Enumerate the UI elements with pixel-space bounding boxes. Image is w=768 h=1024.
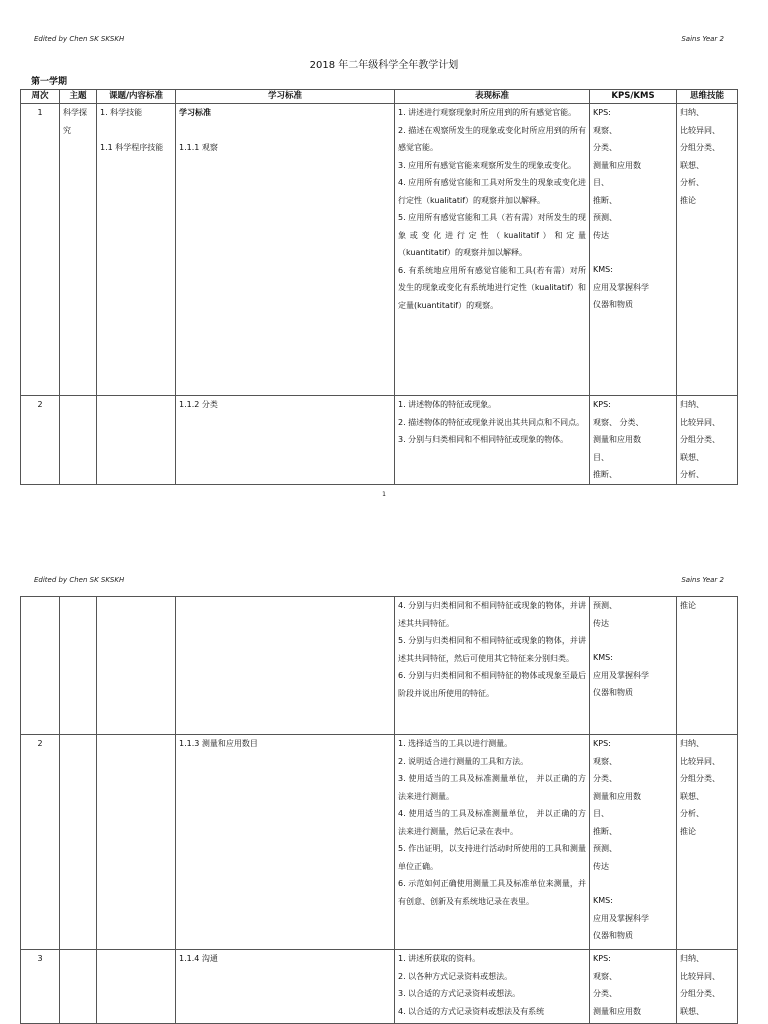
topic-cell: [97, 104, 176, 396]
list-item: 推断、: [593, 195, 617, 205]
list-item: 5. 分别与归类相同和不相同特征或现象的物体，并讲述其共同特征，然后可使用其它特征来分别归类。: [398, 636, 586, 663]
learning-standard-cell: [176, 597, 395, 735]
page-number: 1: [382, 491, 386, 498]
table-row: [21, 104, 738, 396]
list-item: 归纳、: [680, 954, 704, 963]
header-left: Edited by Chen SK SKSKH: [34, 35, 125, 43]
topic-cell: [97, 735, 176, 950]
list-item: 比较异同、: [680, 756, 720, 766]
list-item: 比较异同、: [680, 971, 720, 981]
kps-cell: [590, 104, 677, 396]
plan-table-1: [20, 89, 738, 485]
list-item: 2. 以各种方式记录资料或想法。: [398, 971, 513, 981]
list-item: 分析、: [680, 470, 704, 479]
kps-cell: [590, 597, 677, 735]
list-item: 推断、: [593, 826, 617, 836]
list-item: 应用及掌握科学: [593, 282, 649, 292]
header-left: Edited by Chen SK SKSKH: [34, 576, 125, 584]
learning-standard-item: 1.1.1 观察: [179, 142, 218, 152]
list-item: 2. 说明适合进行测量的工具和方法。: [398, 756, 529, 766]
list-item: 测量和应用数: [593, 160, 641, 170]
list-item: 传达: [593, 230, 609, 240]
semester-label: 第一学期: [31, 77, 68, 87]
list-item: 2. 描述物体的特征或现象并说出其共同点和不同点。: [398, 417, 585, 427]
list-item: 分组分类、: [680, 989, 720, 998]
col-thinking-skills: 思维技能: [677, 90, 738, 104]
list-item: 仪器和物质: [593, 688, 633, 697]
list-item: 目、: [593, 178, 609, 187]
list-item: 分类、: [593, 774, 617, 783]
list-item: 分析、: [680, 178, 704, 187]
list-item: 6. 分别与归类相同和不相同特征的物体或现象至最后阶段并说出所使用的特征。: [398, 671, 586, 698]
list-item: 仪器和物质: [593, 300, 633, 309]
list-item: 推论: [680, 195, 696, 205]
week-cell: 1: [21, 104, 60, 396]
thinking-cell: [677, 950, 738, 1024]
thinking-cell: [677, 104, 738, 396]
topic-line: 1. 科学技能: [100, 108, 143, 117]
table-row: [21, 950, 738, 1024]
list-item: 推断、: [593, 470, 617, 479]
list-item: 4. 使用适当的工具及标准测量单位， 并以正确的方法来进行测量，然后记录在表中。: [398, 809, 586, 836]
col-theme: 主题: [60, 90, 97, 104]
theme-cell: [60, 735, 97, 950]
performance-cell: [395, 597, 590, 735]
performance-cell: [395, 104, 590, 396]
col-week: 周次: [21, 90, 60, 104]
list-item: 分组分类、: [680, 435, 720, 444]
table-row: [21, 597, 738, 735]
list-item: 测量和应用数: [593, 435, 641, 444]
list-item: 分析、: [680, 809, 704, 818]
list-item: 应用及掌握科学: [593, 913, 649, 923]
learning-standard-cell: 1.1.3 测量和应用数目: [176, 735, 395, 950]
list-item: 观察、: [593, 971, 617, 981]
list-item: 5. 作出证明，以支持进行活动时所使用的工具和测量单位正确。: [398, 844, 586, 871]
list-item: 观察、 分类、: [593, 417, 644, 427]
list-item: 联想、: [680, 1006, 704, 1016]
list-item: 归纳、: [680, 400, 704, 409]
list-item: 6. 示范如何正确使用测量工具及标准单位来测量，并有创意、创新及有系统地记录在表里。: [398, 879, 586, 906]
list-item: KMS:: [593, 265, 613, 274]
list-item: 分类、: [593, 143, 617, 152]
topic-cell: [97, 396, 176, 485]
list-item: 分组分类、: [680, 143, 720, 152]
list-item: KPS:: [593, 739, 611, 748]
thinking-cell: [677, 735, 738, 950]
list-item: 3. 使用适当的工具及标准测量单位， 并以正确的方法来进行测量。: [398, 774, 586, 801]
week-cell: 2: [21, 396, 60, 485]
col-performance-standard: 表现标准: [395, 90, 590, 104]
list-item: 3. 分别与归类相同和不相同特征或现象的物体。: [398, 435, 569, 444]
col-topic: 课题/内容标准: [97, 90, 176, 104]
topic-cell: [97, 597, 176, 735]
learning-standard-header: 学习标准: [179, 108, 211, 117]
list-item: 1. 讲述物体的特征或现象。: [398, 400, 497, 409]
col-learning-standard: 学习标准: [176, 90, 395, 104]
list-item: 1. 讲述进行观察现象时所应用到的所有感觉官能。: [398, 108, 577, 117]
list-item: 2. 描述在观察所发生的现象或变化时所应用到的所有感觉官能。: [398, 125, 586, 152]
list-item: 推论: [680, 601, 696, 610]
list-item: 推论: [680, 826, 696, 836]
thinking-cell: [677, 396, 738, 485]
learning-standard-cell: 1.1.4 沟通: [176, 950, 395, 1024]
week-cell: 3: [21, 950, 60, 1024]
list-item: KMS:: [593, 653, 613, 662]
list-item: 归纳、: [680, 739, 704, 748]
document-title: 2018 年二年级科学全年教学计划: [309, 60, 459, 71]
theme-cell: 科学探究: [60, 104, 97, 396]
kps-cell: [590, 396, 677, 485]
learning-standard-cell: 1.1.2 分类: [176, 396, 395, 485]
list-item: 5. 应用所有感觉官能和工具（若有需）对所发生的现象或变化进行定性（kualitatif）和定量（kuantitatif）的观察并加以解释。: [398, 213, 586, 257]
list-item: KMS:: [593, 896, 613, 905]
learning-standard-cell: [176, 104, 395, 396]
week-cell: 2: [21, 735, 60, 950]
theme-cell: [60, 396, 97, 485]
list-item: 联想、: [680, 160, 704, 170]
theme-cell: [60, 597, 97, 735]
theme-cell: [60, 950, 97, 1024]
list-item: KPS:: [593, 954, 611, 963]
list-item: 观察、: [593, 125, 617, 135]
header-right: Sains Year 2: [681, 576, 724, 584]
list-item: 3. 以合适的方式记录资料或想法。: [398, 989, 521, 998]
plan-table-2: [20, 596, 738, 1024]
topic-line: 1.1 科学程序技能: [100, 142, 164, 152]
list-item: 预测、: [593, 844, 617, 853]
list-item: 4. 分别与归类相同和不相同特征或现象的物体，并讲述其共同特征。: [398, 601, 586, 628]
list-item: 分类、: [593, 989, 617, 998]
list-item: 比较异同、: [680, 125, 720, 135]
header-right: Sains Year 2: [681, 35, 724, 43]
list-item: 应用及掌握科学: [593, 670, 649, 680]
list-item: KPS:: [593, 108, 611, 117]
list-item: 测量和应用数: [593, 1006, 641, 1016]
list-item: 仪器和物质: [593, 931, 633, 940]
week-cell: [21, 597, 60, 735]
list-item: 归纳、: [680, 108, 704, 117]
topic-cell: [97, 950, 176, 1024]
list-item: 4. 应用所有感觉官能和工具对所发生的现象或变化进行定性（kualitatif）的观察并加以解释。: [398, 178, 586, 205]
kps-cell: [590, 950, 677, 1024]
list-item: 6. 有系统地应用所有感觉官能和工具(若有需）对所发生的现象或变化有系统地进行定性（kualitatif）和定量(kuantitatif）的观察。: [398, 265, 586, 310]
performance-cell: [395, 950, 590, 1024]
list-item: 预测、: [593, 213, 617, 222]
list-item: 目、: [593, 452, 609, 462]
table-row: [21, 396, 738, 485]
list-item: KPS:: [593, 400, 611, 409]
list-item: 传达: [593, 618, 609, 628]
performance-cell: [395, 735, 590, 950]
list-item: 4. 以合适的方式记录资料或想法及有系统: [398, 1006, 545, 1016]
table-row: [21, 735, 738, 950]
table-header-row: [21, 90, 738, 104]
col-kps-kms: KPS/KMS: [590, 90, 677, 104]
list-item: 1. 讲述所获取的资料。: [398, 954, 481, 963]
list-item: 观察、: [593, 756, 617, 766]
kps-cell: [590, 735, 677, 950]
list-item: 比较异同、: [680, 417, 720, 427]
list-item: 测量和应用数: [593, 791, 641, 801]
list-item: 3. 应用所有感觉官能来观察所发生的现象或变化。: [398, 160, 577, 170]
thinking-cell: [677, 597, 738, 735]
list-item: 1. 选择适当的工具以进行测量。: [398, 739, 513, 748]
list-item: 分组分类、: [680, 774, 720, 783]
list-item: 预测、: [593, 601, 617, 610]
list-item: 联想、: [680, 791, 704, 801]
list-item: 目、: [593, 809, 609, 818]
list-item: 联想、: [680, 452, 704, 462]
list-item: 传达: [593, 861, 609, 871]
performance-cell: [395, 396, 590, 485]
